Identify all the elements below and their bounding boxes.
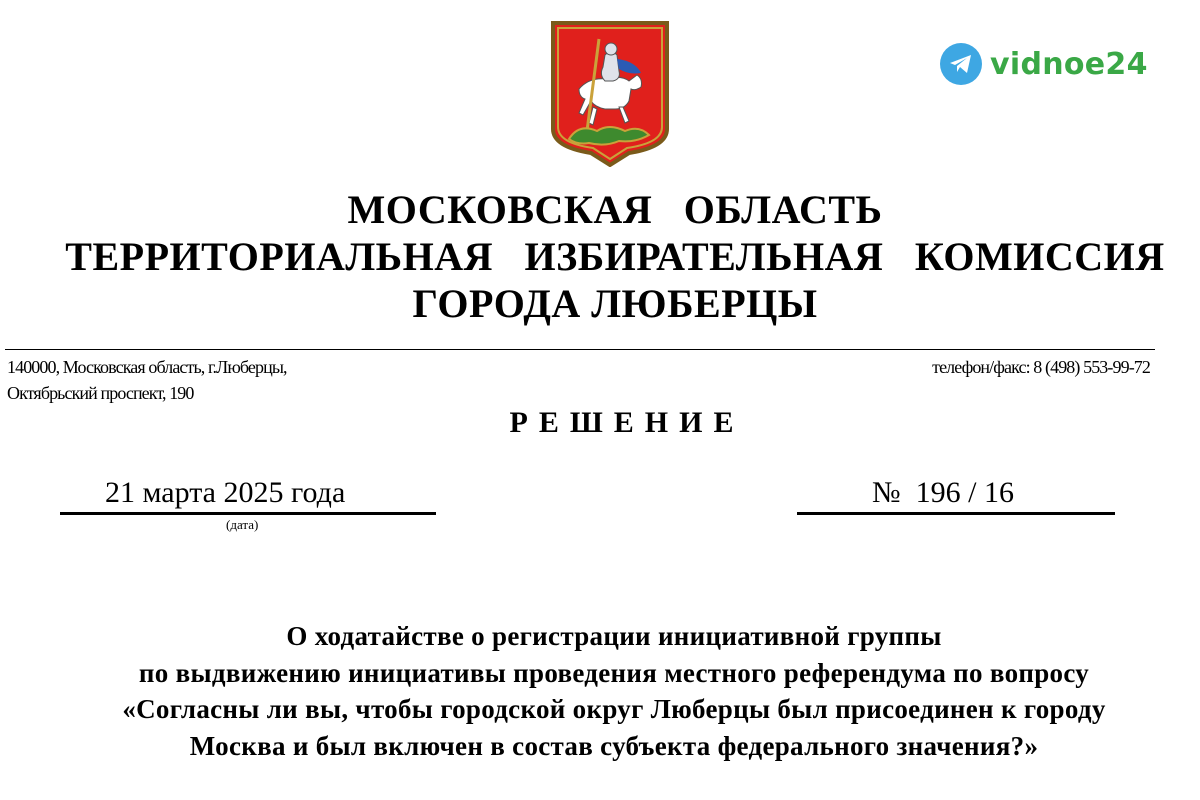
header-line-commission: ТЕРРИТОРИАЛЬНАЯ ИЗБИРАТЕЛЬНАЯ КОМИССИЯ [65, 234, 1165, 279]
header-divider [5, 349, 1155, 350]
phone-fax: телефон/факс: 8 (498) 553-99-72 [932, 357, 1150, 377]
moscow-oblast-coat-of-arms-icon [549, 19, 671, 167]
commission-header [0, 186, 1200, 327]
address-block [7, 354, 287, 406]
address-line-2: Октябрьский проспект, 190 [7, 383, 194, 403]
subject-line-3: «Согласны ли вы, чтобы городской округ Люберцы был присоединен к городу [122, 694, 1106, 724]
watermark-logo [940, 42, 1148, 86]
decision-subject [0, 618, 1200, 764]
subject-line-4: Москва и был включен в состав субъекта федерального значения?» [189, 730, 1039, 761]
header-line-region: МОСКОВСКАЯ ОБЛАСТЬ [347, 187, 883, 232]
document-title: РЕШЕНИЕ [509, 406, 745, 439]
subject-line-1: О ходатайстве о регистрации инициативной группы [286, 621, 942, 651]
decision-date: 21 марта 2025 года [105, 476, 346, 509]
date-underline [60, 512, 436, 515]
telegram-icon [940, 43, 982, 85]
date-caption: (дата) [226, 517, 259, 532]
watermark-text: vidnoe24 [990, 46, 1148, 82]
decision-number: № 196 / 16 [872, 476, 1014, 509]
subject-line-2: по выдвижению инициативы проведения местного референдума по вопросу [138, 657, 1090, 688]
header-line-city: ГОРОДА ЛЮБЕРЦЫ [412, 281, 818, 326]
number-underline [797, 512, 1115, 515]
address-line-1: 140000, Московская область, г.Люберцы, [7, 357, 287, 377]
